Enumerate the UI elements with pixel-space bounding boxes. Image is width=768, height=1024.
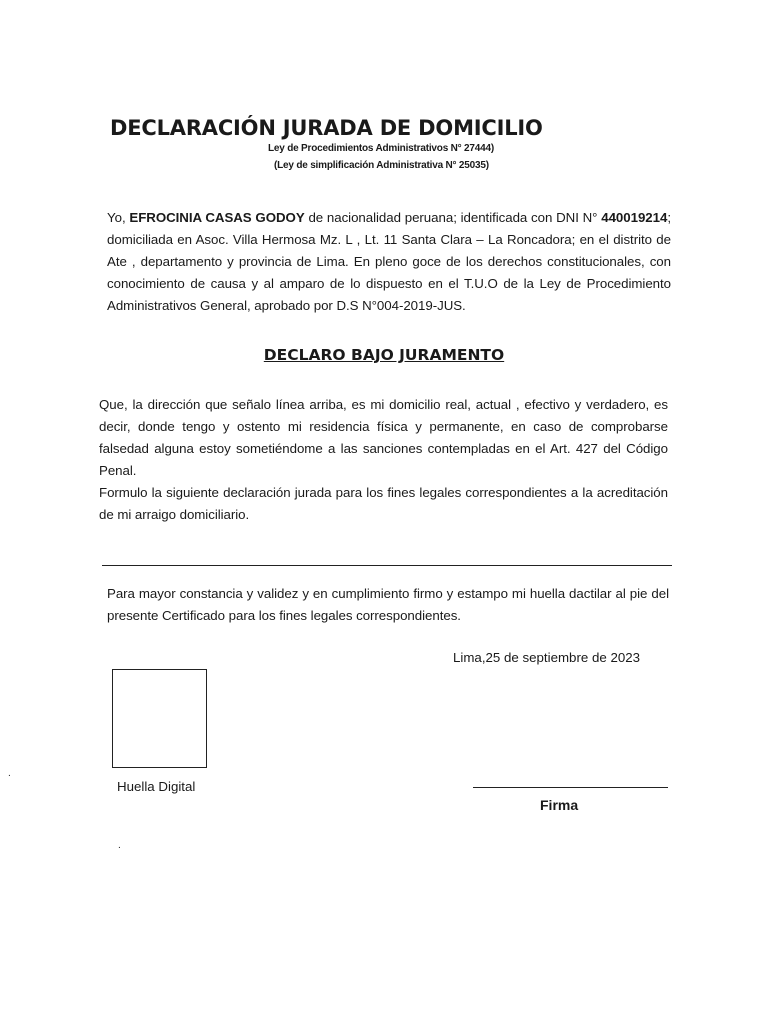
declaration-paragraph-1: Que, la dirección que señalo línea arriba, es mi domicilio real, actual , efectivo y verdadero, es decir, donde tengo y ostento mi residencia física y permanente, en caso de comprobarse falsedad alguna estoy sometiéndome a las sanciones contempladas en el Art. 427 del Código Penal. [99,397,668,478]
declaration-body [99,394,668,526]
document-title: DECLARACIÓN JURADA DE DOMICILIO [110,116,543,140]
stray-dot-bottom: . [118,840,121,851]
separator-line [102,565,672,566]
dni-number: 440019214 [601,210,668,225]
intro-text-2: ; domiciliada en Asoc. Villa Hermosa Mz. L , Lt. 11 Santa Clara – La Roncadora; en el distrito de Ate , departamento y provincia de Lima. En pleno goce de los derechos constitucionales, con conocimiento de causa y al amparo de lo dispuesto en el T.U.O de la Ley de Procedimiento Administrativos General, aprobado por D.S N°004-2019-JUS. [107,210,671,313]
subtitle-law-25035: (Ley de simplificación Administrativa N° 25035) [274,160,489,171]
intro-yo: Yo, [107,210,126,225]
subtitle-law-27444: Ley de Procedimientos Administrativos N° 27444) [268,143,494,154]
stray-dot-left: . [8,768,11,779]
fingerprint-box [112,669,207,768]
intro-text-1: de nacionalidad peruana; identificada con DNI N° [308,210,598,225]
signature-label: Firma [540,797,579,813]
declarant-name: EFROCINIA CASAS GODOY [129,210,305,225]
closing-paragraph: Para mayor constancia y validez y en cumplimiento firmo y estampo mi huella dactilar al pie del presente Certificado para los fines legales correspondientes. [107,586,669,623]
section-heading: DECLARO BAJO JURAMENTO [263,346,505,364]
intro-paragraph [107,207,671,317]
fingerprint-label: Huella Digital [117,779,196,794]
place-date: Lima,25 de septiembre de 2023 [453,650,641,665]
signature-line [473,787,668,788]
declaration-paragraph-2: Formulo la siguiente declaración jurada para los fines legales correspondientes a la acreditación de mi arraigo domiciliario. [99,485,668,522]
